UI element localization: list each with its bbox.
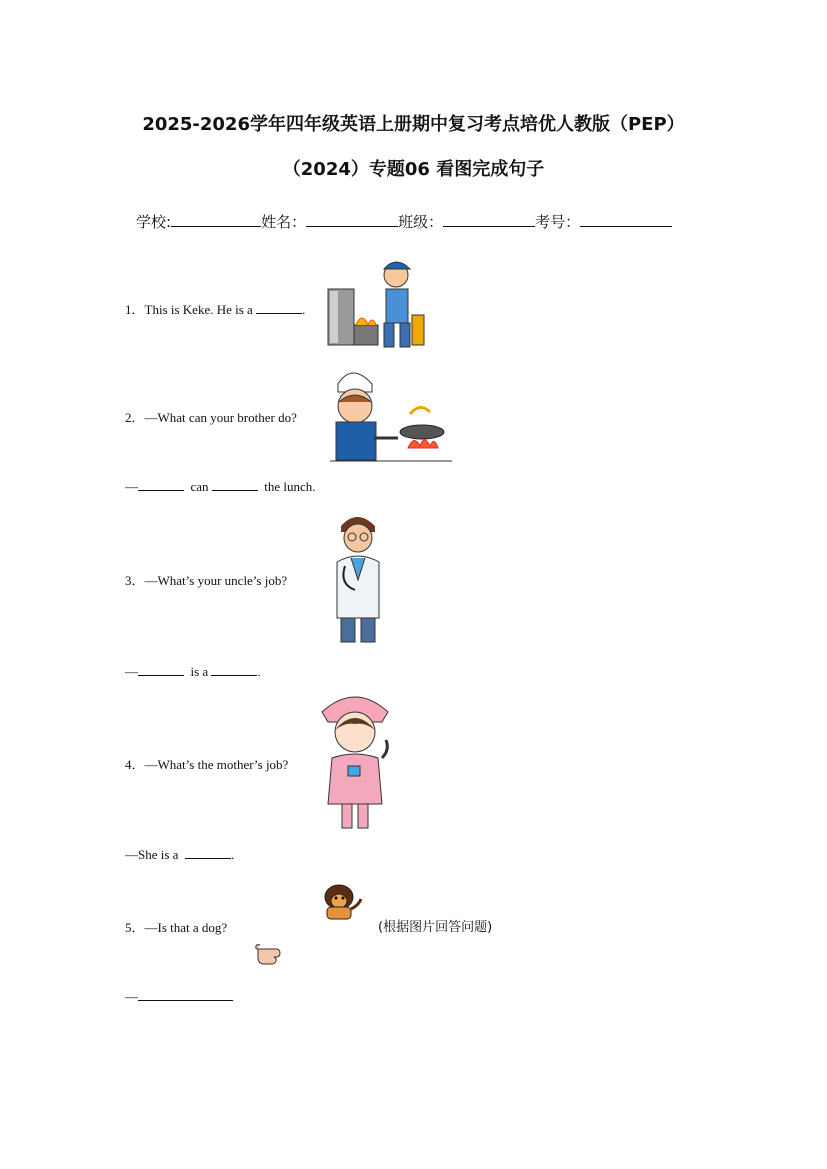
nurse-icon [318,690,392,832]
exam-no-label: 考号： [535,213,581,231]
answer-blank-1[interactable] [138,663,184,676]
answer-dash: — [125,989,138,1004]
name-blank[interactable] [306,212,398,227]
answer-blank-2[interactable] [212,478,258,491]
answer-tail: . [230,847,235,862]
page-title: 2025-2026学年四年级英语上册期中复习考点培优人教版（PEP） [142,114,685,135]
name-label: 姓名： [261,213,307,231]
answer-word: can [190,479,209,494]
boy-chef-frying-icon [326,366,456,464]
pointing-hand-icon [254,939,286,969]
question-text: —Is that a dog? [144,920,228,935]
class-blank[interactable] [443,212,535,227]
question-number: 3． [125,573,145,588]
question-1 [125,299,305,318]
school-blank[interactable] [171,212,261,227]
exam-no-blank[interactable] [580,212,672,227]
answer-blank-2[interactable] [211,663,257,676]
answer-word: —She is a [125,847,179,862]
student-info-row [136,211,672,232]
answer-blank[interactable] [256,301,302,314]
answer-dash: — [125,479,138,494]
question-5 [125,917,227,936]
answer-blank-1[interactable] [138,478,184,491]
answer-word: is a [190,664,209,679]
question-text: —What can your brother do? [144,410,297,425]
hint-text: (根据图片回答问题) [378,920,493,935]
class-label: 班级： [398,213,444,231]
question-2 [125,407,297,426]
answer-blank-1[interactable] [185,846,231,859]
question-text: This is Keke. He is a [144,302,253,317]
answer-3 [125,663,261,680]
page-subtitle: （2024）专题06 看图完成句子 [282,159,545,180]
question-number: 1． [125,302,145,317]
question-3 [125,570,287,589]
answer-5 [125,988,233,1005]
answer-word: the lunch. [264,479,316,494]
question-tail: . [302,302,306,317]
chef-cooking-icon [324,255,434,355]
school-label: 学校: [136,213,172,231]
question-number: 5． [125,920,145,935]
question-text: —What’s the mother’s job? [144,757,289,772]
answer-tail: . [257,664,261,679]
dog-icon [317,881,363,923]
answer-4 [125,846,234,863]
question-number: 2． [125,410,145,425]
question-4 [125,754,288,773]
question-number: 4． [125,757,145,772]
doctor-icon [331,510,385,644]
answer-dash: — [125,664,138,679]
answer-blank-1[interactable] [138,988,233,1001]
answer-2 [125,478,316,495]
question-text: —What’s your uncle’s job? [144,573,288,588]
